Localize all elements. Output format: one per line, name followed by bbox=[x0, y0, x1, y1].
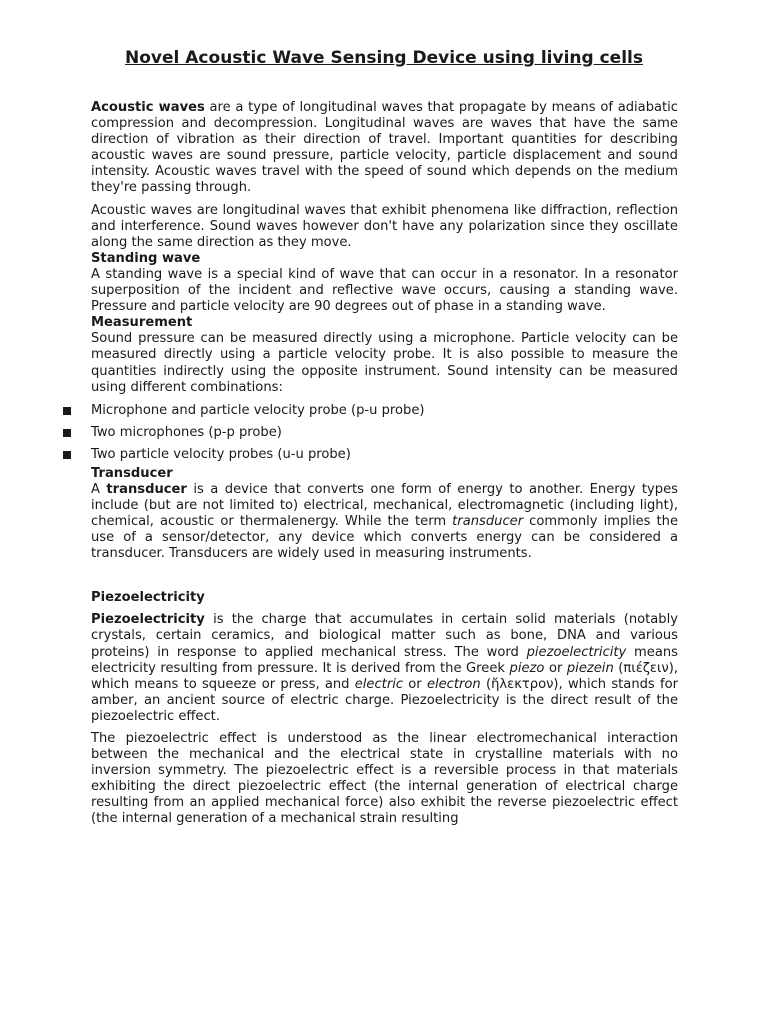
square-bullet-icon bbox=[63, 407, 71, 415]
piezo-heading: Piezoelectricity bbox=[91, 590, 205, 606]
piezein-italic: piezein bbox=[566, 660, 614, 676]
transducer-term: transducer bbox=[106, 481, 187, 497]
measurement-bullet-list bbox=[91, 400, 678, 466]
piezo-greek-italic: piezo bbox=[509, 660, 545, 676]
list-item-text: Microphone and particle velocity probe (p-u probe) bbox=[91, 402, 425, 418]
transducer-term-italic: transducer bbox=[452, 513, 524, 529]
acoustic-paragraph-2: Acoustic waves are longitudinal waves that exhibit phenomena like diffraction, reflection and interference. Sound waves however don't have any polarization since they oscillate along the same direction as they move. bbox=[91, 202, 678, 250]
piezo-term: Piezoelectricity bbox=[91, 612, 205, 628]
list-item bbox=[91, 400, 678, 422]
piezo-paragraph-2: The piezoelectric effect is understood as the linear electromechanical interaction between the mechanical and the electrical state in crystalline materials with no inversion symmetry. The piezoelectric effect is a reversible process in that materials exhibiting the direct piezoelectric effect (the internal generation of electrical charge resulting from an applied mechanical force) also exhibit the reverse piezoelectric effect (the internal generation of a mechanical strain resulting bbox=[91, 731, 678, 827]
list-item bbox=[91, 422, 678, 444]
document-body bbox=[91, 100, 678, 828]
acoustic-term: Acoustic waves bbox=[91, 100, 205, 115]
piezo-or-1: or bbox=[544, 660, 567, 676]
piezo-text-c: (πιέζειν), which means to squeeze or press, and bbox=[91, 660, 678, 692]
piezo-word-italic: piezoelectricity bbox=[526, 644, 627, 660]
transducer-text bbox=[91, 482, 678, 562]
electric-italic: electric bbox=[354, 676, 404, 692]
list-item-text: Two microphones (p-p probe) bbox=[91, 424, 282, 440]
transducer-text-b: is a device that converts one form of energy to another. Energy types include (but are not limited to) electrical, mechanical, electromagnetic (including light), chemical, acoustic or thermalenergy. While the term bbox=[91, 481, 678, 529]
measurement-text: Sound pressure can be measured directly using a microphone. Particle velocity can be measured directly using a particle velocity probe. It is also possible to measure the quantities indirectly using the opposite instrument. Sound intensity can be measured using different combinations: bbox=[91, 331, 678, 395]
transducer-text-c: commonly implies the use of a sensor/detector, any device which converts energy can be considered a transducer. Transducers are widely used in measuring instruments. bbox=[91, 513, 678, 562]
list-item-text: Two particle velocity probes (u-u probe) bbox=[91, 446, 351, 462]
standing-wave-heading: Standing wave bbox=[91, 250, 201, 266]
square-bullet-icon bbox=[63, 429, 71, 437]
piezo-or-2: or bbox=[403, 676, 427, 692]
square-bullet-icon bbox=[63, 451, 71, 459]
piezo-text-d: (ἤλεκτρον), which stands for amber, an ancient source of electric charge. Piezoelectricity is the direct result of the piezoelectric effect. bbox=[91, 676, 678, 724]
electron-italic: electron bbox=[426, 676, 481, 692]
measurement-heading: Measurement bbox=[91, 315, 193, 331]
standing-wave-text: A standing wave is a special kind of wave that can occur in a resonator. In a resonator superposition of the incident and reflective wave occurs, causing a standing wave. Pressure and particle velocity are 90 degrees out of phase in a standing wave. bbox=[91, 266, 678, 315]
piezo-text-b: means electricity resulting from pressure. It is derived from the Greek bbox=[91, 644, 678, 676]
list-item bbox=[91, 444, 678, 466]
transducer-text-a: A bbox=[91, 481, 107, 497]
acoustic-paragraph-1 bbox=[91, 100, 678, 197]
transducer-heading: Transducer bbox=[91, 465, 173, 481]
acoustic-text-1: are a type of longitudinal waves that propagate by means of adiabatic compression and decompression. Longitudinal waves are waves that have the same direction of vibration as their direction of travel. Important quantities for describing acoustic waves are sound pressure, particle velocity, particle displacement and sound intensity. Acoustic waves travel with the speed of sound which depends on the medium they're passing through. bbox=[91, 100, 678, 196]
piezo-text-a: is the charge that accumulates in certain solid materials (notably crystals, certain ceramics, and biological matter such as bone, DNA and various proteins) in response to applied mechanical stress. The word bbox=[91, 612, 678, 660]
piezo-paragraph-1 bbox=[91, 612, 678, 725]
document-title: Novel Acoustic Wave Sensing Device using living cells bbox=[125, 48, 643, 68]
